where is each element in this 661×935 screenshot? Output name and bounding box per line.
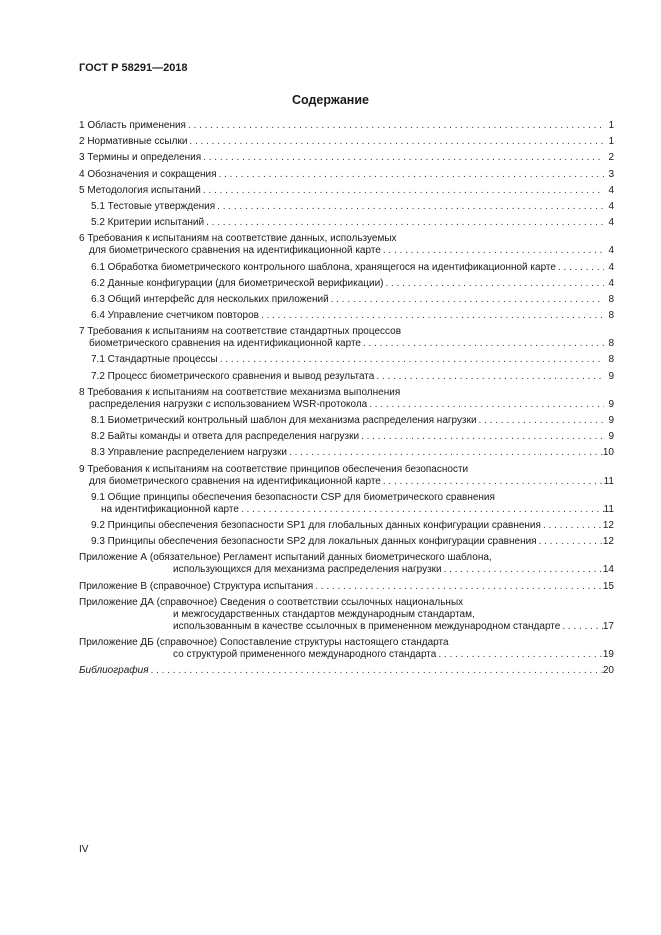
- toc-page-number: 11: [603, 475, 614, 487]
- toc-page-number: 15: [602, 580, 614, 592]
- toc-entry[interactable]: [79, 492, 614, 516]
- dot-leader: [218, 354, 604, 366]
- toc-entry[interactable]: [79, 294, 614, 306]
- toc-page-number: 4: [608, 184, 614, 196]
- toc-page-number: 14: [602, 564, 614, 576]
- toc-entry[interactable]: [79, 431, 614, 443]
- toc-entry-text: 9 Требования к испытаниям на соответствие принципов обеспечения безопасности: [79, 463, 469, 475]
- toc-entry-text: 6 Требования к испытаниям на соответствие данных, используемых: [79, 233, 397, 245]
- toc-entry[interactable]: [79, 520, 614, 532]
- toc-page-number: 12: [602, 519, 614, 531]
- toc-entry-text: 8.3 Управление распределением нагрузки: [91, 447, 288, 459]
- toc-entry[interactable]: [79, 637, 614, 661]
- toc-entry-text: Библиография: [79, 665, 149, 677]
- toc-page-number: 3: [608, 168, 614, 180]
- toc-entry-text: для биометрического сравнения на идентификационной карте: [89, 245, 381, 257]
- toc-page-number: 12: [602, 536, 614, 548]
- toc-entry-text: 7 Требования к испытаниям на соответствие стандартных процессов: [79, 326, 402, 338]
- toc-page-number: 8: [608, 293, 614, 305]
- dot-leader: [381, 476, 604, 488]
- toc-entry-text: биометрического сравнения на идентификационной карте: [89, 338, 361, 350]
- toc-entry[interactable]: [79, 169, 614, 181]
- toc-entry-text: Приложение В (справочное) Структура испытания: [79, 580, 314, 592]
- dot-leader: [367, 399, 604, 411]
- toc-entry-text: 8.1 Биометрический контрольный шаблон для механизма распределения нагрузки: [91, 415, 477, 426]
- toc-entry[interactable]: [79, 464, 614, 488]
- toc-page-number: 10: [602, 447, 614, 459]
- toc-entry-text: 1 Область применения: [79, 120, 186, 131]
- toc-entry[interactable]: [79, 201, 614, 213]
- toc-entry-text: 5.2 Критерии испытаний: [91, 217, 205, 229]
- toc-entry-text: распределения нагрузки с использованием WSR-протокола: [89, 398, 368, 410]
- toc-page-number: 20: [602, 665, 614, 677]
- toc-entry-text: 2 Нормативные ссылки: [79, 136, 188, 148]
- dot-leader: [556, 262, 604, 274]
- toc-entry-text: 5.1 Тестовые утверждения: [91, 200, 216, 212]
- toc-entry-text: 9.3 Принципы обеспечения безопасности SP2 для локальных данных конфигурации сравнения: [91, 536, 537, 548]
- dot-leader: [436, 649, 603, 661]
- dot-leader: [259, 310, 604, 322]
- dot-leader: [381, 245, 604, 257]
- dot-leader: [560, 621, 603, 633]
- toc-entry-text: 5 Методология испытаний: [79, 184, 201, 196]
- toc-entry-text: и межгосударственных стандартов международным стандартам,: [173, 608, 475, 620]
- toc-entry-text: 6.3 Общий интерфейс для нескольких приложений: [91, 293, 329, 305]
- toc-page-number: 19: [602, 648, 614, 660]
- dot-leader: [215, 201, 604, 213]
- toc-entry[interactable]: [79, 262, 614, 274]
- table-of-contents: [79, 120, 614, 681]
- dot-leader: [186, 120, 604, 132]
- toc-entry-text: 6.1 Обработка биометрического контрольного шаблона, хранящегося на идентификационной карте: [91, 261, 556, 273]
- toc-page-number: 8: [608, 354, 614, 366]
- dot-leader: [187, 136, 604, 148]
- toc-entry[interactable]: [79, 310, 614, 322]
- toc-page-number: 4: [608, 261, 614, 273]
- toc-entry-text: 6.2 Данные конфигурации (для биометрической верификации): [91, 277, 384, 289]
- toc-entry-text: 9.1 Общие принципы обеспечения безопасности CSP для биометрического сравнения: [91, 491, 495, 503]
- toc-entry[interactable]: [79, 233, 614, 257]
- dot-leader: [149, 665, 603, 677]
- toc-entry[interactable]: [79, 387, 614, 411]
- toc-entry-text: для биометрического сравнения на идентификационной карте: [89, 475, 381, 487]
- toc-entry[interactable]: [79, 354, 614, 366]
- toc-entry[interactable]: [79, 447, 614, 459]
- toc-entry[interactable]: [79, 536, 614, 548]
- toc-entry-text: использованным в качестве ссылочных в примененном международном стандарте: [173, 620, 561, 632]
- dot-leader: [287, 447, 603, 459]
- toc-entry-text: 8 Требования к испытаниям на соответствие механизма выполнения: [79, 386, 401, 398]
- toc-entry[interactable]: [79, 217, 614, 229]
- toc-entry[interactable]: [79, 581, 614, 593]
- toc-entry-text: 4 Обозначения и сокращения: [79, 168, 217, 180]
- toc-entry[interactable]: [79, 278, 614, 290]
- toc-page-number: 4: [608, 245, 614, 257]
- toc-entry-text: на идентификационной карте: [101, 503, 239, 515]
- dot-leader: [537, 536, 603, 548]
- toc-entry-text: использующихся для механизма распределения нагрузки: [173, 564, 442, 576]
- dot-leader: [359, 431, 604, 443]
- toc-entry[interactable]: [79, 415, 614, 427]
- dot-leader: [361, 338, 604, 350]
- standard-code: ГОСТ Р 58291—2018: [79, 62, 188, 74]
- toc-entry-text: со структурой примененного международного стандарта: [173, 648, 437, 660]
- toc-entry-text: Приложение ДА (справочное) Сведения о соответствии ссылочных национальных: [79, 596, 464, 608]
- toc-entry[interactable]: [79, 597, 614, 633]
- toc-entry[interactable]: [79, 552, 614, 576]
- toc-page-number: 9: [608, 370, 614, 382]
- toc-page-number: 8: [608, 338, 614, 350]
- toc-page-number: 9: [608, 431, 614, 443]
- toc-page-number: 1: [608, 136, 614, 148]
- dot-leader: [201, 185, 604, 197]
- toc-entry[interactable]: [79, 136, 614, 148]
- toc-page-number: 11: [603, 503, 614, 515]
- toc-page-number: 9: [608, 415, 614, 426]
- dot-leader: [541, 520, 603, 532]
- toc-entry[interactable]: [79, 371, 614, 383]
- toc-entry-text: 8.2 Байты команды и ответа для распределения нагрузки: [91, 431, 360, 443]
- toc-page-number: 4: [608, 277, 614, 289]
- toc-page-number: 4: [608, 200, 614, 212]
- toc-entry[interactable]: [79, 665, 614, 677]
- toc-page-number: 1: [608, 120, 614, 131]
- dot-leader: [204, 217, 604, 229]
- toc-entry-text: Приложение А (обязательное) Регламент испытаний данных биометрического шаблона,: [79, 552, 492, 564]
- toc-entry-text: 6.4 Управление счетчиком повторов: [91, 310, 259, 322]
- toc-entry[interactable]: [79, 120, 614, 132]
- toc-entry-text: 3 Термины и определения: [79, 152, 202, 164]
- dot-leader: [384, 278, 605, 290]
- dot-leader: [374, 371, 604, 383]
- toc-page-number: 2: [608, 152, 614, 164]
- toc-entry-text: Приложение ДБ (справочное) Сопоставление структуры настоящего стандарта: [79, 636, 449, 648]
- toc-page-number: 4: [608, 217, 614, 229]
- toc-page-number: 9: [608, 398, 614, 410]
- toc-entry-text: 7.2 Процесс биометрического сравнения и вывод результата: [91, 370, 375, 382]
- dot-leader: [313, 581, 603, 593]
- toc-entry-text: 7.1 Стандартные процессы: [91, 354, 218, 366]
- toc-entry[interactable]: [79, 152, 614, 164]
- toc-entry[interactable]: [79, 326, 614, 350]
- toc-entry-text: 9.2 Принципы обеспечения безопасности SP1 для глобальных данных конфигурации сравнения: [91, 519, 541, 531]
- toc-page-number: 17: [602, 620, 614, 632]
- page-title: Содержание: [291, 93, 369, 107]
- toc-entry[interactable]: [79, 185, 614, 197]
- dot-leader: [329, 294, 604, 306]
- dot-leader: [477, 415, 604, 427]
- dot-leader: [442, 564, 603, 576]
- dot-leader: [201, 152, 604, 164]
- toc-page-number: 8: [608, 310, 614, 322]
- dot-leader: [239, 504, 604, 516]
- dot-leader: [217, 169, 604, 181]
- page-number: IV: [79, 844, 89, 855]
